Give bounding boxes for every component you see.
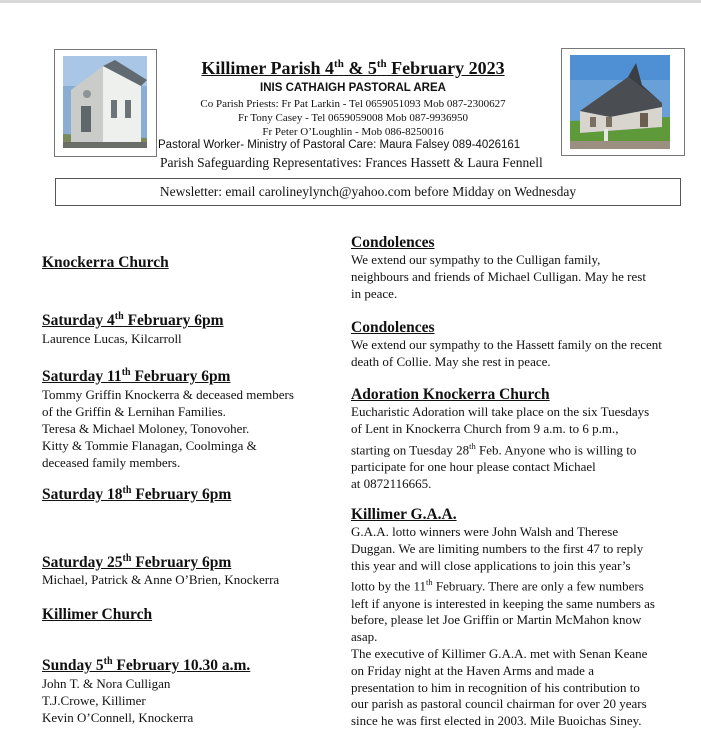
- fr-peter-line: Fr Peter O’Loughlin - Mob 086-8250016: [262, 126, 444, 138]
- adoration-text: Eucharistic Adoration will take place on the six Tuesdays of Lent in Knockerra Church from 9 a.m. to 6 p.m., starting on Tuesday 28th Feb. Anyone who is willing to participate for one hour please contact Michael at 0872116665.: [351, 404, 650, 491]
- church-photo-left: [54, 49, 157, 157]
- sun-5-heading: Sunday 5th February 10.30 a.m.: [42, 656, 251, 675]
- sat-4-heading: Saturday 4th February 6pm: [42, 311, 224, 330]
- killimer-gaa-text: G.A.A. lotto winners were John Walsh and Therese Duggan. We are limiting numbers to the first 47 to reply this year and will close applications to join this year’s lotto by the 11th February. There are only a few numbers left if anyone is interested in keeping the same numbers as before, please let Joe Griffin or Martin McMahon know asap. The executive of Killimer G.A.A. met with Senan Keane on Friday night at the Haven Arms and made a presentation to him in recognition of his contribution to our parish as pastoral council chairman for over 20 years since he was first elected in 2003. Mile Buoichas Siney.: [351, 524, 655, 729]
- condolences-heading-2: Condolences: [351, 319, 435, 336]
- church-photo-right: [561, 48, 685, 156]
- condolences-text-2: We extend our sympathy to the Hassett family on the recent death of Collie. May she rest in peace.: [351, 337, 662, 369]
- top-border: [0, 0, 701, 3]
- pastoral-worker-line: Pastoral Worker- Ministry of Pastoral Care: Maura Falsey 089-4026161: [158, 139, 521, 151]
- sat-11-intentions: Tommy Griffin Knockerra & deceased members of the Griffin & Lernihan Families. Teresa & Michael Moloney, Tonovoher. Kitty & Tommie Flanagan, Coolminga & deceased family members.: [42, 387, 294, 470]
- church-image-right: [570, 55, 670, 149]
- parish-priests-line: Co Parish Priests: Fr Pat Larkin - Tel 0659051093 Mob 087-2300627: [200, 98, 506, 110]
- killimer-church-heading: Killimer Church: [42, 606, 153, 623]
- church-image-left: [63, 56, 147, 148]
- safeguarding-line: Parish Safeguarding Representatives: Frances Hassett & Laura Fennell: [160, 155, 543, 170]
- killimer-gaa-heading: Killimer G.A.A.: [351, 506, 457, 523]
- knockerra-church-heading: Knockerra Church: [42, 254, 169, 271]
- sat-18-heading: Saturday 18th February 6pm: [42, 485, 232, 504]
- sat-4-intentions: Laurence Lucas, Kilcarroll: [42, 331, 182, 346]
- sat-11-heading: Saturday 11th February 6pm: [42, 367, 231, 386]
- sat-25-heading: Saturday 25th February 6pm: [42, 553, 232, 572]
- adoration-heading: Adoration Knockerra Church: [351, 386, 550, 403]
- pastoral-area: INIS CATHAIGH PASTORAL AREA: [260, 82, 446, 94]
- parish-title: Killimer Parish 4th & 5th February 2023: [201, 58, 505, 78]
- condolences-text-1: We extend our sympathy to the Culligan family, neighbours and friends of Michael Culligan. May he rest in peace.: [351, 252, 646, 301]
- sun-5-intentions: John T. & Nora Culligan T.J.Crowe, Killimer Kevin O’Connell, Knockerra: [42, 676, 194, 725]
- fr-tony-casey-line: Fr Tony Casey - Tel 0659059008 Mob 087-9936950: [238, 112, 468, 124]
- newsletter-box: Newsletter: email carolineylynch@yahoo.com before Midday on Wednesday: [55, 178, 681, 206]
- condolences-heading-1: Condolences: [351, 234, 435, 251]
- sat-25-intentions: Michael, Patrick & Anne O’Brien, Knockerra: [42, 572, 280, 587]
